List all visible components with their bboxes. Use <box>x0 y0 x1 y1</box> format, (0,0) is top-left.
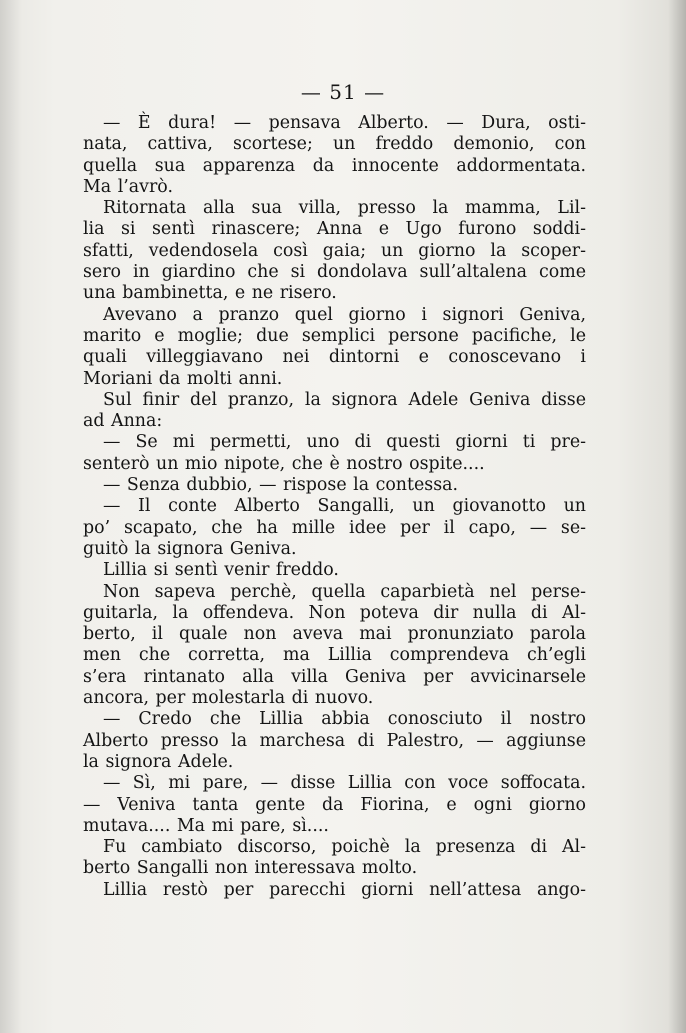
text-line: nata, cattiva, scortese; un freddo demonio, con <box>83 134 586 155</box>
text-line: — Se mi permetti, uno di questi giorni ti pre- <box>103 432 586 453</box>
gutter-shadow <box>0 0 22 1033</box>
text-line: ancora, per molestarla di nuovo. <box>83 688 374 709</box>
text-line: Sul finir del pranzo, la signora Adele Geniva disse <box>103 389 586 410</box>
text-line: Ma l’avrò. <box>83 176 173 197</box>
text-line: Fu cambiato discorso, poichè la presenza di Al- <box>103 837 586 858</box>
text-line: berto, il quale non aveva mai pronunziato parola <box>83 624 586 645</box>
text-line: s’era rintanato alla villa Geniva per avvicinarsele <box>83 666 586 687</box>
text-line: — Sì, mi pare, — disse Lillia con voce soffocata. <box>103 773 586 794</box>
text-line: Lillia restò per parecchi giorni nell’attesa ango- <box>103 879 586 900</box>
text-line: sero in giardino che si dondolava sull’altalena come <box>83 262 586 283</box>
text-line: una bambinetta, e ne risero. <box>83 283 337 304</box>
text-line: Lillia si sentì venir freddo. <box>103 560 339 581</box>
text-line: Ritornata alla sua villa, presso la mamma, Lil- <box>103 198 586 219</box>
text-line: — Senza dubbio, — rispose la contessa. <box>103 475 459 496</box>
text-line: — Veniva tanta gente da Fiorina, e ogni giorno <box>83 794 586 815</box>
text-line: quella sua apparenza da innocente addormentata. <box>83 155 586 176</box>
text-line: — Il conte Alberto Sangalli, un giovanotto un <box>103 496 586 517</box>
text-line: marito e moglie; due semplici persone pacifiche, le <box>83 325 586 346</box>
text-line: Non sapeva perchè, quella caparbietà nel perse- <box>103 581 586 602</box>
text-line: Alberto presso la marchesa di Palestro, — aggiunse <box>83 730 586 751</box>
text-line: po’ scapato, che ha mille idee per il capo, — se- <box>83 517 586 538</box>
text-line: — Credo che Lillia abbia conosciuto il nostro <box>103 709 586 730</box>
text-line: guitò la signora Geniva. <box>83 538 297 559</box>
text-line: mutava.... Ma mi pare, sì.... <box>83 815 329 836</box>
text-line: — È dura! — pensava Alberto. — Dura, osti- <box>103 113 586 133</box>
page-edge-shadow <box>668 0 686 1033</box>
text-line: sfatti, vedendosela così gaia; un giorno la scoper- <box>83 240 586 261</box>
text-line: guitarla, la offendeva. Non poteva dir nulla di Al- <box>83 602 586 623</box>
text-line: Moriani da molti anni. <box>83 368 283 389</box>
text-line: men che corretta, ma Lillia comprendeva ch’egli <box>83 645 586 666</box>
text-line: Avevano a pranzo quel giorno i signori Geniva, <box>103 304 586 325</box>
text-line: senterò un mio nipote, che è nostro ospite.... <box>83 453 485 474</box>
text-line: la signora Adele. <box>83 751 234 772</box>
text-line: ad Anna: <box>83 411 163 432</box>
text-line: lia si sentì rinascere; Anna e Ugo furono soddi- <box>83 219 586 240</box>
body-text <box>83 113 586 901</box>
text-line: berto Sangalli non interessava molto. <box>83 858 418 879</box>
text-line: quali villeggiavano nei dintorni e conoscevano i <box>83 347 586 368</box>
page-number: — 51 — <box>300 80 386 104</box>
